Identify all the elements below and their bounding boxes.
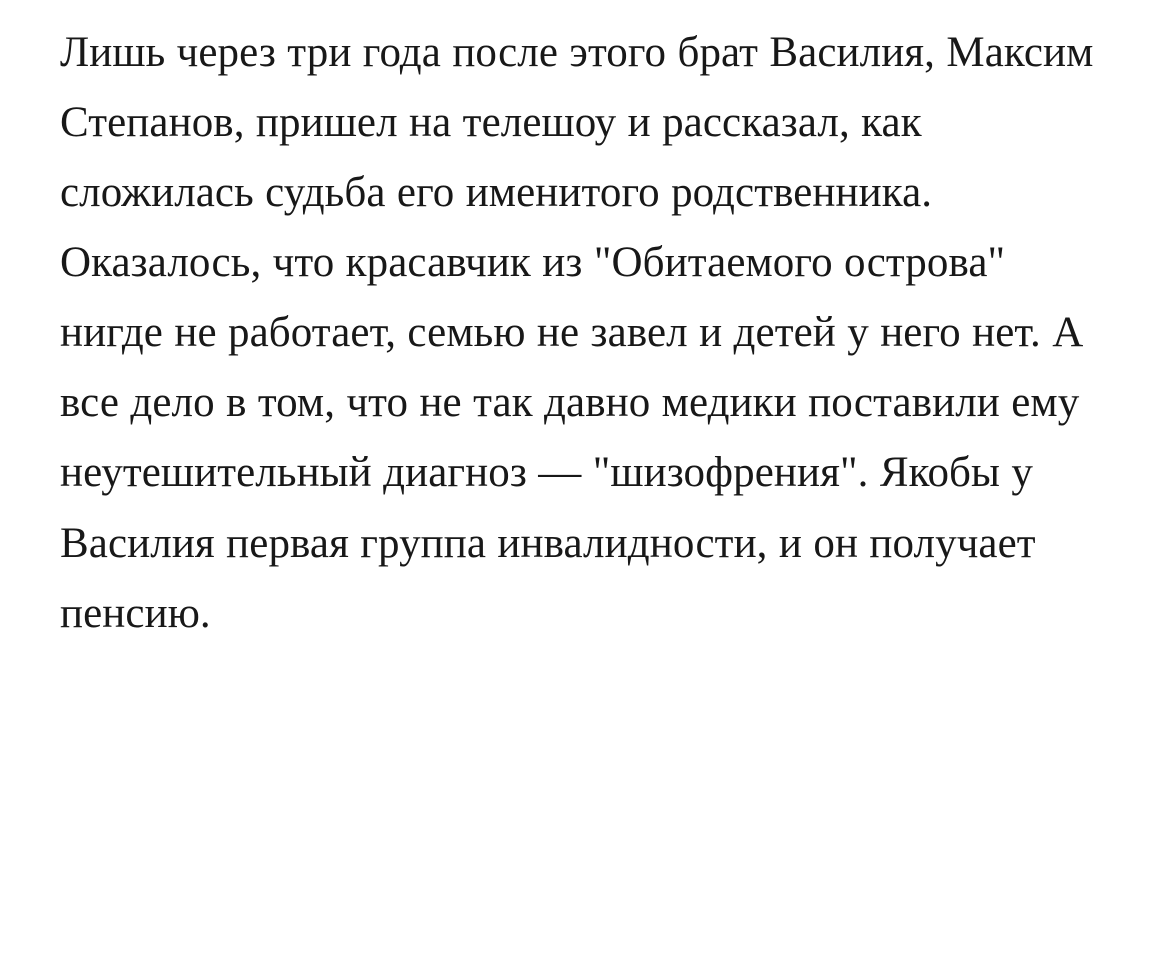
article-body [60, 18, 1100, 649]
paragraph: Лишь через три года после этого брат Василия, Максим Степанов, пришел на телешоу и рассказал, как сложилась судьба его именитого родственника. Оказалось, что красавчик из "Обитаемого острова" нигде не работает, семью не завел и детей у него нет. А все дело в том, что не так давно медики поставили ему неутешительный диагноз — "шизофрения". Якобы у Василия первая группа инвалидности, и он получает пенсию. [60, 29, 1094, 637]
